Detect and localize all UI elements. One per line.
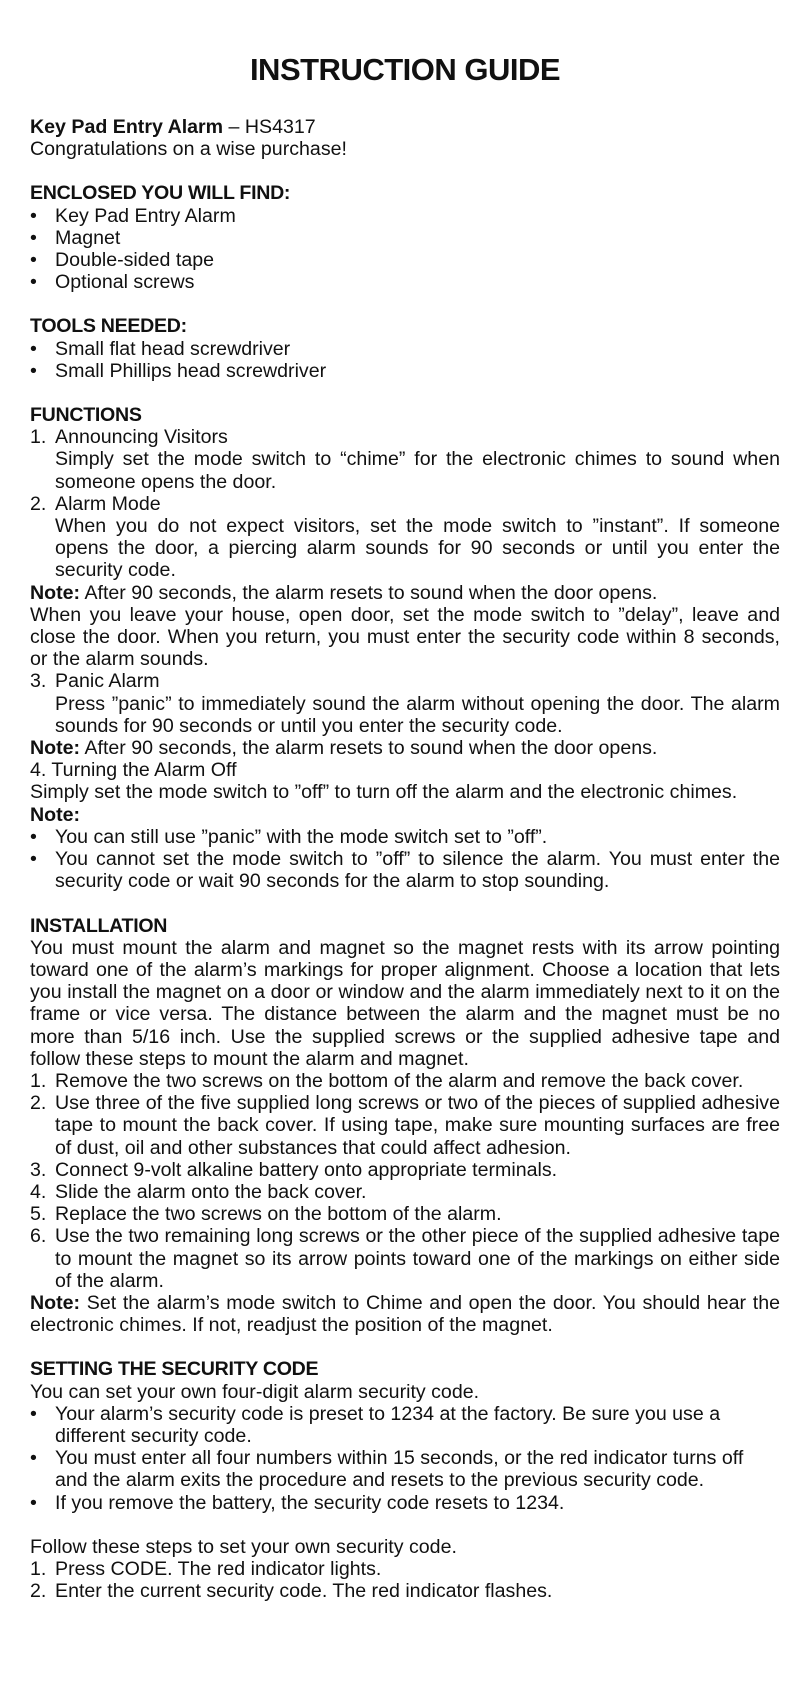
- product-model: – HS4317: [223, 116, 316, 138]
- note-line: [30, 582, 780, 604]
- item-number: 1.: [30, 1069, 47, 1092]
- list-item: [30, 1181, 780, 1203]
- product-name: Key Pad Entry Alarm: [30, 116, 224, 138]
- security-steps: [30, 1558, 780, 1602]
- bullet-mark: •: [30, 226, 37, 249]
- bullet-mark: •: [30, 204, 37, 227]
- page-title: INSTRUCTION GUIDE: [249, 52, 561, 87]
- item-number: 3.: [30, 1158, 47, 1181]
- follow-text: Follow these steps to set your own security code.: [30, 1535, 457, 1558]
- list-item-text: Double-sided tape: [55, 249, 215, 272]
- list-item-text: If you remove the battery, the security code resets to 1234.: [55, 1491, 565, 1514]
- list-item-text: Magnet: [55, 226, 121, 249]
- item-number: 2.: [30, 492, 47, 515]
- turn-off-text: Simply set the mode switch to ”off” to turn off the alarm and the electronic chimes.: [30, 781, 738, 804]
- installation-section: [30, 915, 780, 1337]
- function-title: Announcing Visitors: [55, 426, 228, 449]
- turn-off-heading: 4. Turning the Alarm Off: [30, 759, 237, 782]
- list-item-text: Key Pad Entry Alarm: [55, 204, 236, 227]
- list-item: [30, 205, 780, 227]
- note-line: [30, 1292, 780, 1336]
- list-item: [30, 271, 780, 293]
- security-intro: You can set your own four-digit alarm security code.: [30, 1380, 480, 1403]
- step-text: Enter the current security code. The red indicator flashes.: [55, 1580, 553, 1603]
- functions-list-a: [30, 426, 780, 581]
- note-text: Set the alarm’s mode switch to Chime and open the door. You should hear the electronic chimes. If not, readjust the position of the magnet.: [30, 1291, 780, 1337]
- product-line: [30, 116, 780, 138]
- note-text: After 90 seconds, the alarm resets to sound when the door opens.: [80, 737, 658, 760]
- function-item: [30, 670, 780, 737]
- list-item-text: You can still use ”panic” with the mode switch set to ”off”.: [55, 825, 548, 848]
- note-label: Note:: [30, 803, 81, 826]
- item-number: 2.: [30, 1580, 47, 1603]
- list-item: [30, 1580, 780, 1602]
- product-intro: [30, 116, 780, 160]
- bullet-mark: •: [30, 1491, 37, 1514]
- functions-heading: FUNCTIONS: [30, 404, 142, 427]
- item-number: 3.: [30, 670, 47, 693]
- list-item: [30, 1403, 780, 1447]
- bullet-mark: •: [30, 359, 37, 382]
- functions-list-b: [30, 670, 780, 737]
- step-text: Remove the two screws on the bottom of the alarm and remove the back cover.: [55, 1069, 744, 1092]
- list-item: [30, 1092, 780, 1159]
- installation-steps: [30, 1070, 780, 1292]
- note-label: Note:: [30, 737, 81, 760]
- enclosed-heading: ENCLOSED YOU WILL FIND:: [30, 182, 291, 205]
- tools-section: [30, 315, 780, 382]
- note-line: [30, 737, 780, 759]
- list-item-text: Small Phillips head screwdriver: [55, 359, 327, 382]
- list-item-text: Optional screws: [55, 271, 195, 294]
- list-item: [30, 1159, 780, 1181]
- list-item: [30, 1203, 780, 1225]
- tools-list: [30, 338, 780, 382]
- list-item: [30, 826, 780, 848]
- installation-heading: INSTALLATION: [30, 914, 168, 937]
- bullet-mark: •: [30, 271, 37, 294]
- list-item: [30, 1225, 780, 1292]
- security-heading: SETTING THE SECURITY CODE: [30, 1358, 319, 1381]
- list-item: [30, 227, 780, 249]
- enclosed-list: [30, 205, 780, 294]
- step-text: Slide the alarm onto the back cover.: [55, 1180, 367, 1203]
- function-text: Simply set the mode switch to “chime” for the electronic chimes to sound when someone opens the door.: [55, 448, 780, 493]
- function-item: [30, 493, 780, 582]
- notes-list: [30, 826, 780, 893]
- item-number: 6.: [30, 1225, 47, 1248]
- list-item: [30, 1558, 780, 1580]
- item-number: 1.: [30, 1557, 47, 1580]
- step-text: Connect 9-volt alkaline battery onto appropriate terminals.: [55, 1158, 558, 1181]
- list-item: [30, 1070, 780, 1092]
- function-title: Panic Alarm: [55, 670, 160, 693]
- list-item: [30, 338, 780, 360]
- delay-text: When you leave your house, open door, set the mode switch to ”delay”, leave and close the door. When you return, you must enter the security code within 8 seconds, or the alarm sounds.: [30, 603, 780, 671]
- bullet-mark: •: [30, 249, 37, 272]
- list-item: [30, 1447, 780, 1491]
- note-text: After 90 seconds, the alarm resets to sound when the door opens.: [80, 581, 658, 604]
- item-number: 4.: [30, 1180, 47, 1203]
- item-number: 2.: [30, 1092, 47, 1115]
- list-item-text: You cannot set the mode switch to ”off” to silence the alarm. You must enter the security code or wait 90 seconds for the alarm to stop sounding.: [55, 848, 780, 893]
- security-bullets: [30, 1403, 780, 1514]
- function-text: Press ”panic” to immediately sound the alarm without opening the door. The alarm sounds for 90 seconds or until you enter the security code.: [55, 692, 780, 737]
- bullet-mark: •: [30, 1402, 37, 1425]
- list-item-text: You must enter all four numbers within 15 seconds, or the red indicator turns off and the alarm exits the procedure and resets to the previous security code.: [55, 1447, 744, 1492]
- functions-section: [30, 404, 780, 892]
- step-text: Use the two remaining long screws or the other piece of the supplied adhesive tape to mount the magnet so its arrow points toward one of the markings on either side of the alarm.: [55, 1225, 780, 1292]
- list-item-text: Small flat head screwdriver: [55, 337, 291, 360]
- note-label: Note:: [30, 1291, 81, 1314]
- function-text: When you do not expect visitors, set the mode switch to ”instant”. If someone opens the door, a piercing alarm sounds for 90 seconds or until you enter the security code.: [55, 515, 780, 582]
- list-item: [30, 848, 780, 892]
- list-item: [30, 1492, 780, 1514]
- enclosed-section: [30, 182, 780, 293]
- bullet-mark: •: [30, 337, 37, 360]
- list-item-text: Your alarm’s security code is preset to 1234 at the factory. Be sure you use a different security code.: [55, 1402, 721, 1447]
- step-text: Press CODE. The red indicator lights.: [55, 1557, 382, 1580]
- list-item: [30, 249, 780, 271]
- security-section: [30, 1358, 780, 1602]
- bullet-mark: •: [30, 1447, 37, 1470]
- tools-heading: TOOLS NEEDED:: [30, 315, 187, 338]
- bullet-mark: •: [30, 848, 37, 871]
- item-number: 5.: [30, 1203, 47, 1226]
- installation-intro: You must mount the alarm and magnet so the magnet rests with its arrow pointing toward one of the alarm’s markings for proper alignment. Choose a location that lets you install the magnet on a door or window and the alarm immediately next to it on the frame or vice versa. The distance between the alarm and the magnet must be no more than 5/16 inch. Use the supplied screws or the supplied adhesive tape and follow these steps to mount the alarm and magnet.: [30, 936, 780, 1070]
- congrats-text: Congratulations on a wise purchase!: [30, 138, 347, 161]
- item-number: 1.: [30, 426, 47, 449]
- step-text: Use three of the five supplied long screws or two of the pieces of supplied adhesive tape to mount the back cover. If using tape, make sure mounting surfaces are free of dust, oil and other substances that could affect adhesion.: [55, 1092, 780, 1159]
- bullet-mark: •: [30, 825, 37, 848]
- note-label: Note:: [30, 581, 81, 604]
- function-item: [30, 426, 780, 493]
- function-title: Alarm Mode: [55, 492, 161, 515]
- list-item: [30, 360, 780, 382]
- step-text: Replace the two screws on the bottom of the alarm.: [55, 1203, 502, 1226]
